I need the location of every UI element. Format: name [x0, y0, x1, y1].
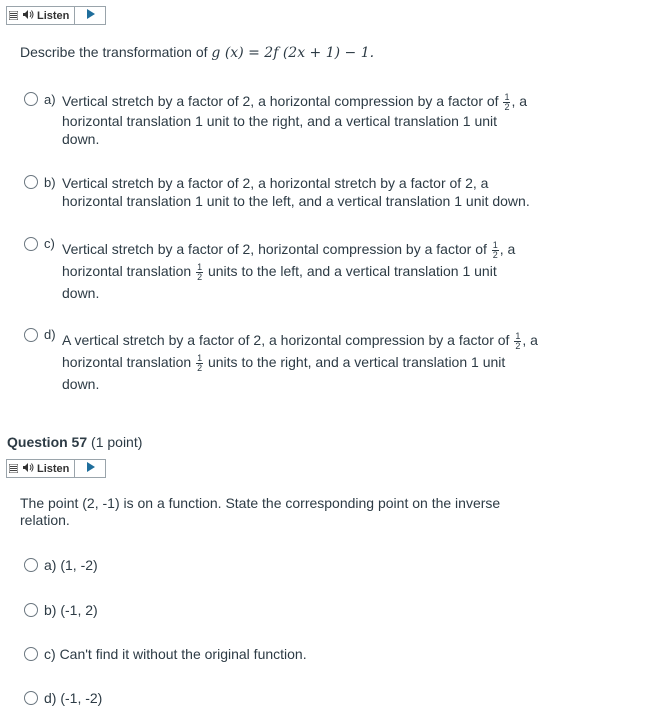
question-57-text: The point (2, -1) is on a function. State the corresponding point on the inverse relation.	[20, 495, 501, 528]
radio-option-c[interactable]	[24, 237, 38, 251]
listen-button[interactable]	[19, 6, 75, 25]
radio-option-c[interactable]	[24, 647, 38, 661]
menu-icon[interactable]	[7, 6, 19, 25]
listen-toolbar	[6, 459, 106, 478]
fraction-one-half: $\frac{1}{2}$	[197, 352, 203, 373]
radio-option-d[interactable]	[24, 328, 38, 342]
menu-icon[interactable]	[7, 459, 19, 478]
listen-toolbar	[6, 6, 106, 25]
option-a-letter: a)	[44, 92, 56, 107]
question-56-text: Describe the transformation of g (x) = 2f (2x + 1) − 1.	[20, 44, 375, 61]
radio-option-a[interactable]	[24, 558, 38, 572]
q57-option-b: b) (-1, 2)	[44, 602, 98, 618]
listen-button[interactable]	[19, 459, 75, 478]
q57-option-c: c) Can't find it without the original function.	[44, 646, 307, 662]
radio-option-a[interactable]	[24, 92, 38, 106]
radio-option-b[interactable]	[24, 603, 38, 617]
option-c-letter: c)	[44, 236, 55, 251]
question-57-heading: Question 57 (1 point)	[7, 434, 143, 450]
radio-option-d[interactable]	[24, 691, 38, 705]
radio-option-b[interactable]	[24, 175, 38, 189]
listen-label: Listen	[37, 9, 70, 22]
listen-label: Listen	[37, 462, 70, 475]
option-b-text: Vertical stretch by a factor of 2, a horizontal stretch by a factor of 2, a horizontal translation 1 unit to the left, and a vertical translation 1 unit down.	[62, 175, 530, 209]
equation: g (x) = 2f (2x + 1) − 1.	[211, 45, 375, 61]
option-b-letter: b)	[44, 175, 56, 190]
play-button[interactable]	[75, 9, 105, 22]
fraction-one-half: $\frac{1}{2}$	[504, 91, 510, 112]
option-c-text: Vertical stretch by a factor of 2, horizontal compression by a factor of $\frac{1}{2}$ , a horizontal translation $\frac{1}{2}$ units to the left, and a vertical translation 1 unit down.	[62, 239, 516, 301]
play-button[interactable]	[75, 462, 105, 475]
play-icon	[86, 9, 95, 22]
q57-option-d: d) (-1, -2)	[44, 690, 103, 706]
fraction-one-half: $\frac{1}{2}$	[197, 261, 203, 282]
speaker-icon	[23, 10, 34, 22]
option-d-text: A vertical stretch by a factor of 2, a horizontal compression by a factor of $\frac{1}{2}$ , a horizontal translation $\frac{1}{2}$ units to the right, and a vertical translation 1 unit down.	[62, 330, 538, 392]
fraction-one-half: $\frac{1}{2}$	[515, 330, 521, 351]
q57-option-a: a) (1, -2)	[44, 557, 98, 573]
fraction-one-half: $\frac{1}{2}$	[492, 239, 498, 260]
option-d-letter: d)	[44, 327, 56, 342]
option-a-text: Vertical stretch by a factor of 2, a horizontal compression by a factor of $\frac{1}{2}$ , a horizontal translation 1 unit to the right, and a vertical translation 1 unit down.	[62, 91, 528, 147]
speaker-icon	[23, 463, 34, 475]
play-icon	[86, 462, 95, 475]
